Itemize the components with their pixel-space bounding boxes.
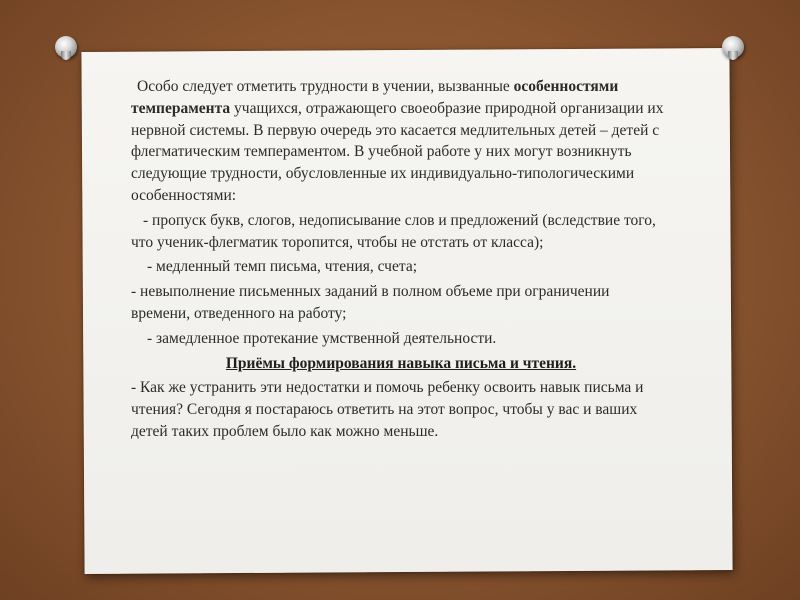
- list-item: - медленный темп письма, чтения, счета;: [147, 258, 418, 276]
- intro-text-end: учащихся, отражающего своеобразие природной организации их нервной системы. В первую очередь это касается медлительных детей – детей с флегматическим темпераментом. В учебной работе у них могут возникнуть следующие трудности, обусловленные их индивидуально-типологическими особенностями:: [131, 99, 664, 204]
- pushpin-icon: [722, 36, 744, 58]
- section-heading: Приёмы формирования навыка письма и чтения.: [225, 354, 577, 372]
- slide-text: [131, 76, 671, 443]
- closing-paragraph: - Как же устранить эти недостатки и помочь ребенку освоить навык письма и чтения? Сегодня я постараюсь ответить на этот вопрос, чтобы у вас и ваших детей таких проблем было как можно меньше.: [131, 379, 644, 440]
- intro-emphasis: особенностями темперамента: [131, 78, 619, 117]
- intro-text-start: Особо следует отметить трудности в учении, вызванные: [137, 78, 514, 95]
- list-item: - замедленное протекание умственной деятельности.: [147, 329, 497, 347]
- list-item: - пропуск букв, слогов, недописывание слов и предложений (вследствие того, что ученик-флегматик торопится, чтобы не отстать от класса);: [131, 211, 656, 251]
- intro-paragraph: [131, 76, 671, 207]
- list-item: - невыполнение письменных заданий в полном объеме при ограничении времени, отведенного на работу;: [131, 283, 610, 322]
- pushpin-icon: [55, 36, 77, 58]
